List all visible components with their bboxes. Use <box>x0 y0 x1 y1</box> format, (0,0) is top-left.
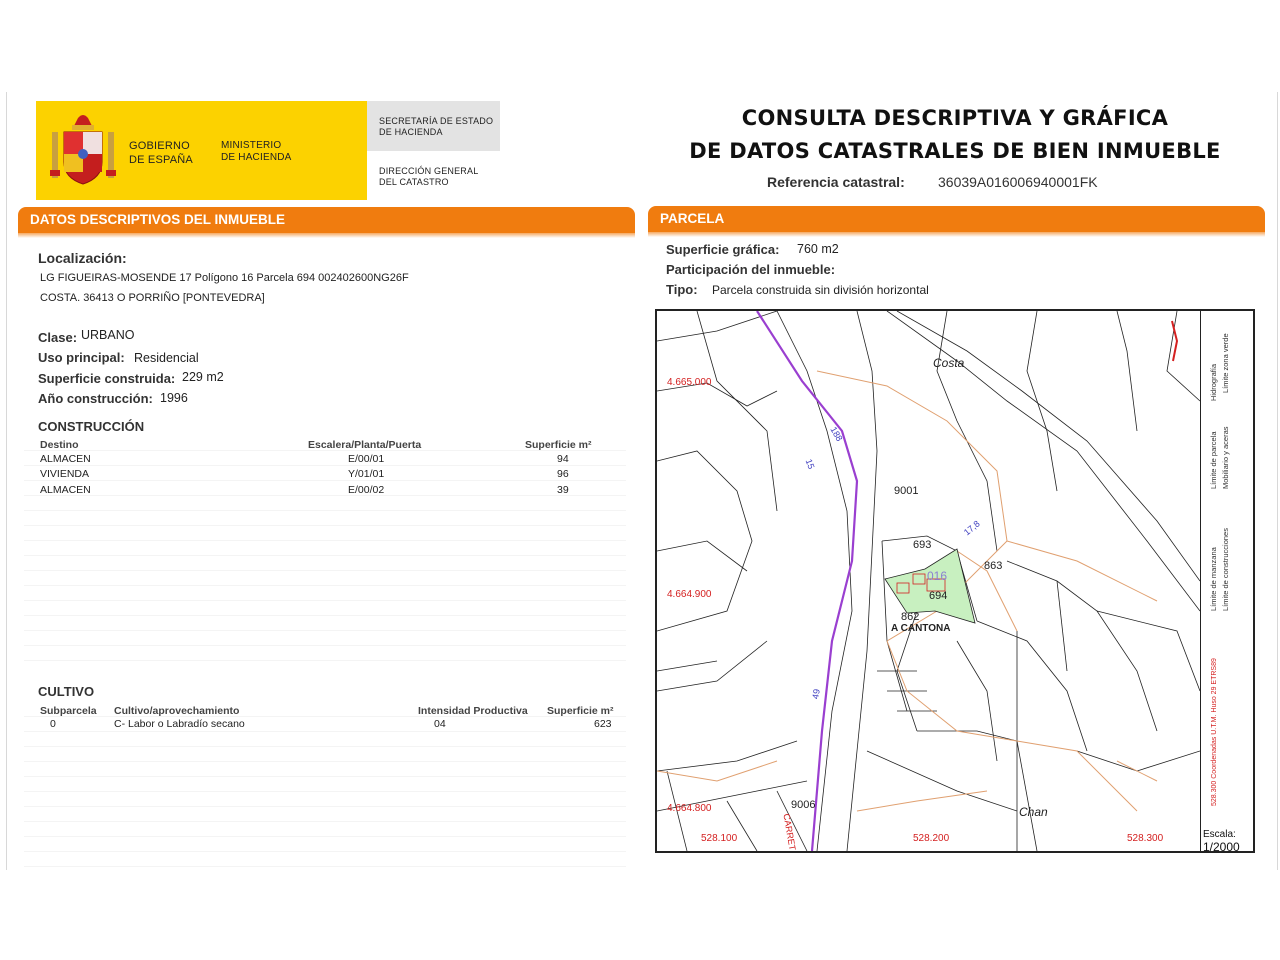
place-a-cantona: A CANTONA <box>891 623 951 634</box>
anio-label: Año construcción: <box>38 391 153 406</box>
escala-value: 1/2000 <box>1203 840 1240 853</box>
table-cell: 623 <box>594 718 612 730</box>
participacion-label: Participación del inmueble: <box>666 262 836 277</box>
direccion-text: DIRECCIÓN GENERAL DEL CATASTRO <box>379 166 479 187</box>
parcel-016[interactable]: 016 <box>927 569 948 583</box>
page-edge-left <box>6 92 7 870</box>
table-row: ALMACEN <box>40 484 91 496</box>
secretaria-text: SECRETARÍA DE ESTADO DE HACIENDA <box>379 116 494 137</box>
clase-label: Clase: <box>38 330 78 345</box>
table-row: 0 <box>50 718 56 730</box>
parcela-bar: PARCELA <box>648 206 1265 232</box>
gobierno-text: GOBIERNO DE ESPAÑA <box>129 140 193 166</box>
uso-value: Residencial <box>134 351 199 365</box>
construccion-header-destino: Destino <box>40 439 79 451</box>
legend-mobiliario: Mobiliario y aceras <box>1221 426 1230 489</box>
place-chan: Chan <box>1019 805 1048 819</box>
table-cell: Y/01/01 <box>348 468 385 480</box>
road-label-49: 49 <box>810 688 822 700</box>
legend-manzana: Límite de manzana <box>1209 547 1218 611</box>
table-cell: 04 <box>434 718 446 730</box>
map-legend <box>1200 311 1255 851</box>
table-cell: 94 <box>557 453 569 465</box>
cadastral-map[interactable] <box>655 309 1255 853</box>
coord-y-4664800: 4.664.800 <box>667 803 712 814</box>
parcel-9001[interactable]: 9001 <box>894 485 919 497</box>
coat-of-arms-icon <box>48 112 118 188</box>
datos-descriptivos-bar: DATOS DESCRIPTIVOS DEL INMUEBLE <box>18 207 635 233</box>
parcel-693[interactable]: 693 <box>913 539 932 551</box>
construccion-table <box>24 436 626 674</box>
localizacion-line1: LG FIGUEIRAS-MOSENDE 17 Polígono 16 Parcela 694 002402600NG26F <box>40 272 409 284</box>
uso-label: Uso principal: <box>38 350 125 365</box>
table-row: ALMACEN <box>40 453 91 465</box>
page-edge-right <box>1277 92 1278 870</box>
coord-x-528100: 528.100 <box>701 833 738 844</box>
coord-y-4665000: 4.665.000 <box>667 377 712 388</box>
clase-value: URBANO <box>81 328 135 342</box>
place-costa: Costa <box>933 356 965 370</box>
cultivo-header-subparcela: Subparcela <box>40 705 97 717</box>
superficie-grafica-label: Superficie gráfica: <box>666 242 780 257</box>
road-label-15: 15 <box>803 457 817 471</box>
referencia-label: Referencia catastral: <box>767 174 905 190</box>
table-cell: 96 <box>557 468 569 480</box>
tipo-label: Tipo: <box>666 282 698 297</box>
table-cell: 39 <box>557 484 569 496</box>
localizacion-label: Localización: <box>38 250 127 266</box>
cultivo-header-superficie: Superficie m² <box>547 705 614 717</box>
legend-zona-verde: Límite zona verde <box>1221 333 1230 393</box>
superficie-label: Superficie construida: <box>38 371 176 386</box>
cultivo-title: CULTIVO <box>38 684 95 699</box>
table-row: VIVIENDA <box>40 468 90 480</box>
coord-y-4664900: 4.664.900 <box>667 589 712 600</box>
legend-parcela: Límite de parcela <box>1209 431 1218 489</box>
localizacion-line2: COSTA. 36413 O PORRIÑO [PONTEVEDRA] <box>40 292 265 304</box>
anio-value: 1996 <box>160 391 188 405</box>
construccion-header-superficie: Superficie m² <box>525 439 592 451</box>
road-label-carret: CARRET <box>781 812 798 852</box>
road-label-188: 188 <box>828 424 845 444</box>
referencia-value: 36039A016006940001FK <box>938 174 1098 190</box>
legend-coordenadas: 528.300 Coordenadas U.T.M. Huso 29 ETRS89 <box>1211 658 1218 806</box>
parcel-694[interactable]: 694 <box>929 590 948 602</box>
parcel-9006[interactable]: 9006 <box>791 799 816 811</box>
table-cell: C- Labor o Labradío secano <box>114 718 245 730</box>
coord-x-528200: 528.200 <box>913 833 950 844</box>
document-title: CONSULTA DESCRIPTIVA Y GRÁFICA DE DATOS CATASTRALES DE BIEN INMUEBLE <box>689 106 1221 163</box>
construccion-title: CONSTRUCCIÓN <box>38 419 145 434</box>
legend-construcciones: Límite de construcciones <box>1221 528 1230 611</box>
coord-x-528300: 528.300 <box>1127 833 1164 844</box>
cultivo-header-cultivo: Cultivo/aprovechamiento <box>114 705 240 717</box>
superficie-grafica-value: 760 m2 <box>797 242 839 256</box>
escala-label: Escala: <box>1203 829 1236 840</box>
parcel-862[interactable]: 862 <box>901 611 920 623</box>
table-cell: E/00/02 <box>348 484 385 496</box>
ministerio-text: MINISTERIO DE HACIENDA <box>221 140 292 163</box>
tipo-value: Parcela construida sin división horizontal <box>712 283 929 297</box>
road-label-17-8: 17,8 <box>961 518 982 538</box>
table-cell: E/00/01 <box>348 453 385 465</box>
legend-hidrografia: Hidrografía <box>1209 363 1218 401</box>
construccion-header-escalera: Escalera/Planta/Puerta <box>308 439 422 451</box>
superficie-value: 229 m2 <box>182 370 224 384</box>
parcel-863[interactable]: 863 <box>984 560 1003 572</box>
cultivo-header-intensidad: Intensidad Productiva <box>418 705 528 717</box>
